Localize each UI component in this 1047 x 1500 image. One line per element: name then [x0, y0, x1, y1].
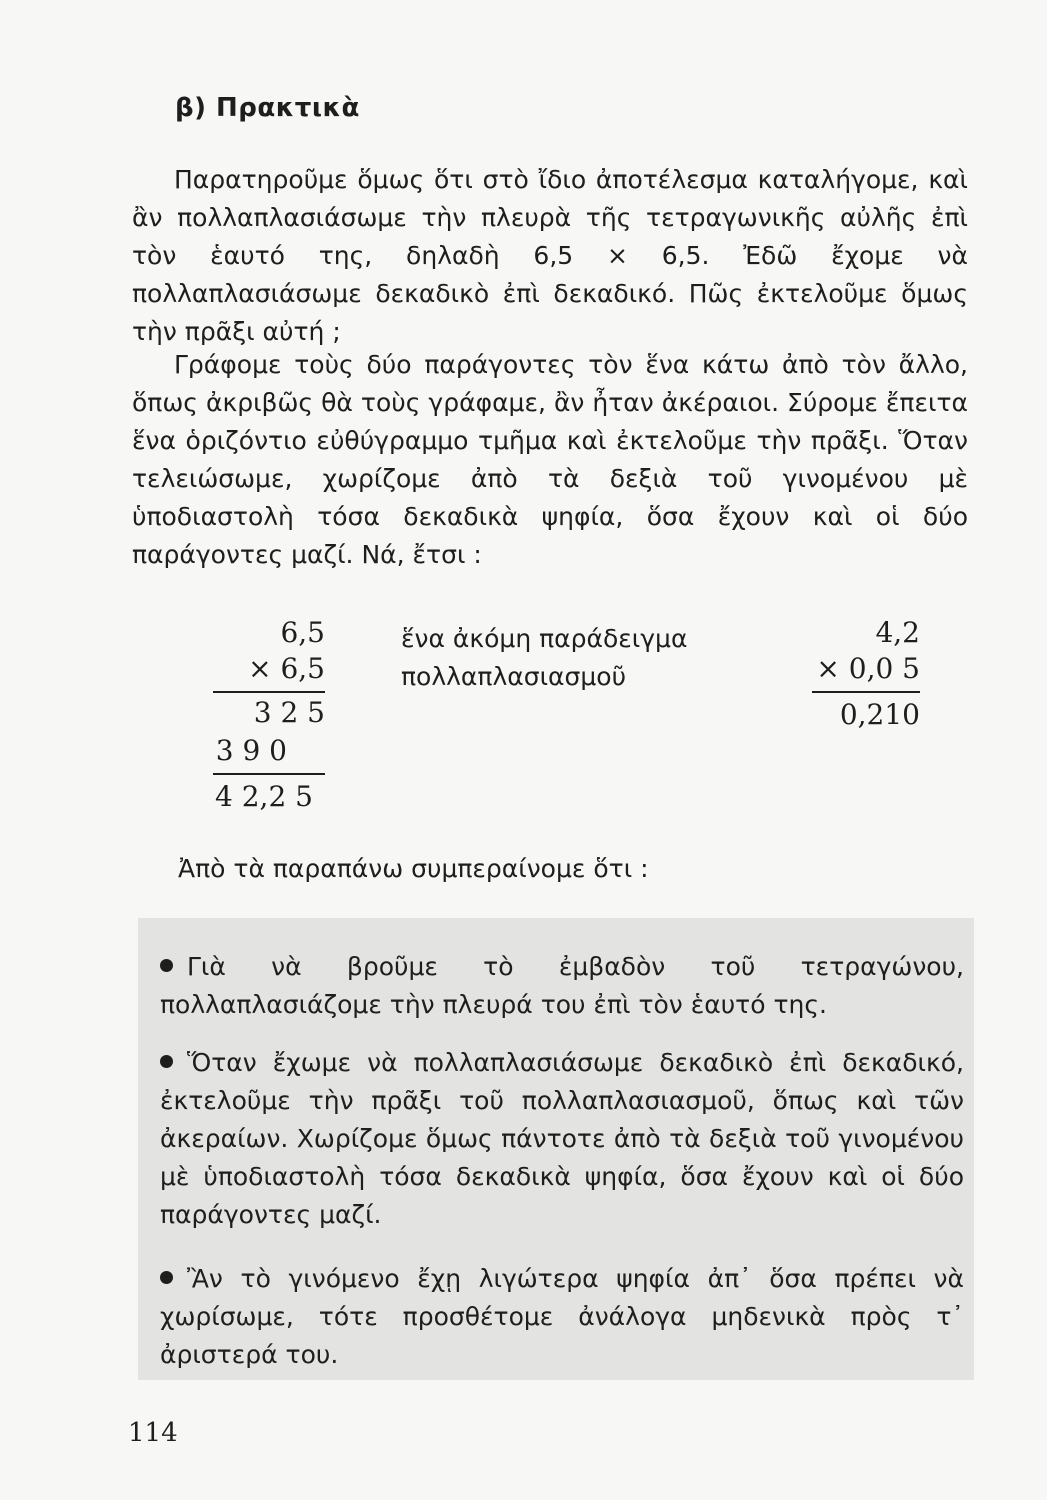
bullet-dot-icon — [160, 1055, 173, 1068]
section-heading: β) Πρακτικὰ — [175, 93, 360, 123]
summary-bullet-2 — [160, 1044, 964, 1234]
bullet-dot-icon — [160, 959, 173, 972]
multiplication-rule — [213, 691, 325, 693]
partial-product-1: 3 2 5 — [253, 696, 325, 729]
bullet-1-text: Γιὰ νὰ βροῦμε τὸ ἐμβαδὸν τοῦ τετραγώνου, πολλαπλασιάζομε τὴν πλευρά του ἐπὶ τὸν ἑαυτό της. — [160, 952, 964, 1019]
example-label — [401, 620, 687, 696]
sum-rule — [213, 773, 325, 775]
paragraph-2 — [132, 346, 968, 574]
product-result: 4 2,2 5 — [215, 780, 313, 813]
bullet-2-text: Ὅταν ἔχωμε νὰ πολλαπλασιάσωμε δεκαδικὸ ἐπὶ δεκαδικό, ἐκτελοῦμε τὴν πρᾶξι τοῦ πολλαπλασιασμοῦ, ὅπως καὶ τῶν ἀκεραίων. Χωρίζομε ὅμως πάντοτε ἀπὸ τὰ δεξιὰ τοῦ γινομένου μὲ ὑποδιαστολὴ τόσα δεκαδικὰ ψηφία, ὅσα ἔχουν καὶ οἱ δύο παράγοντες μαζί. — [160, 1048, 964, 1229]
bullet-dot-icon — [160, 1271, 173, 1284]
factor-1: 6,5 — [280, 616, 325, 649]
page-number: 114 — [128, 1418, 178, 1448]
factor-2: × 0,0 5 — [816, 652, 920, 685]
multiplication-example-2 — [800, 615, 920, 745]
partial-product-2: 3 9 0 — [215, 734, 287, 767]
multiplication-rule — [812, 691, 920, 693]
factor-2: × 6,5 — [248, 652, 325, 685]
factor-1: 4,2 — [875, 616, 920, 649]
conclusion-line: Ἀπὸ τὰ παραπάνω συμπεραίνομε ὅτι : — [178, 854, 649, 883]
example-label-line-1: ἕνα ἀκόμη παράδειγμα — [401, 624, 688, 653]
paragraph-2-text: Γράφομε τοὺς δύο παράγοντες τὸν ἕνα κάτω ἀπὸ τὸν ἄλλο, ὅπως ἀκριβῶς θὰ τοὺς γράφαμε, ἂν ἦταν ἀκέραιοι. Σύρομε ἔπειτα ἕνα ὁριζόντιο εὐθύγραμμο τμῆμα καὶ ἐκτελοῦμε τὴν πρᾶξι. Ὅταν τελειώσωμε, χωρίζομε ἀπὸ τὰ δεξιὰ τοῦ γινομένου μὲ ὑποδιαστολὴ τόσα δεκαδικὰ ψηφία, ὅσα ἔχουν καὶ οἱ δύο παράγοντες μαζί. Νά, ἔτσι : — [132, 350, 968, 569]
bullet-3-text: Ἂν τὸ γινόμενο ἔχῃ λιγώτερα ψηφία ἀπ᾿ ὅσα πρέπει νὰ χωρίσωμε, τότε προσθέτομε ἀνάλογα μηδενικὰ πρὸς τ᾿ ἀριστερά του. — [160, 1264, 964, 1369]
summary-bullet-1 — [160, 948, 964, 1024]
paragraph-1 — [132, 161, 968, 351]
multiplication-example-1 — [205, 615, 325, 825]
example-label-line-2: πολλαπλασιασμοῦ — [401, 662, 627, 691]
paragraph-1-text: Παρατηροῦμε ὅμως ὅτι στὸ ἴδιο ἀποτέλεσμα καταλήγομε, καὶ ἂν πολλαπλασιάσωμε τὴν πλευρὰ τῆς τετραγωνικῆς αὐλῆς ἐπὶ τὸν ἑαυτό της, δηλαδὴ 6,5 × 6,5. Ἐδῶ ἔχομε νὰ πολλαπλασιάσωμε δεκαδικὸ ἐπὶ δεκαδικό. Πῶς ἐκτελοῦμε ὅμως τὴν πρᾶξι αὐτή ; — [132, 165, 968, 346]
summary-bullet-3 — [160, 1260, 964, 1374]
product-result: 0,210 — [839, 698, 920, 731]
